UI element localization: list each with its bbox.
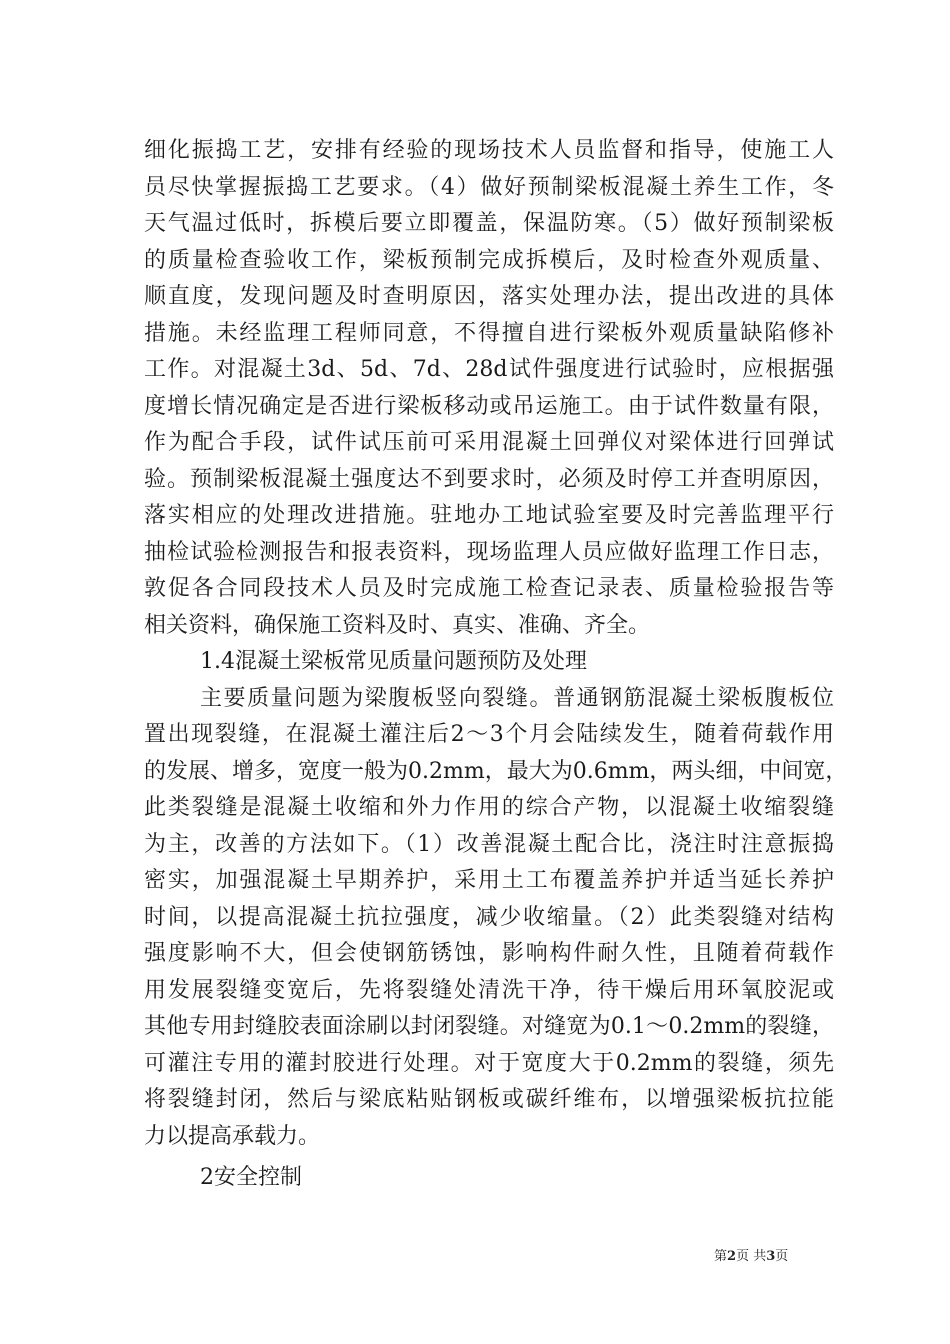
paragraph1-line: 天气温过低时，拆模后要立即覆盖，保温防寒。（5）做好预制梁板: [144, 211, 834, 236]
paragraph1-line: 抽检试验检测报告和报表资料，现场监理人员应做好监理工作日志，: [144, 540, 834, 565]
current-page-number: 2: [727, 1249, 737, 1264]
footer-middle: 页 共: [736, 1249, 767, 1264]
paragraph1-line: 细化振捣工艺，安排有经验的现场技术人员监督和指导，使施工人: [144, 138, 834, 163]
paragraph1-line: 的质量检查验收工作，梁板预制完成拆模后，及时检查外观质量、: [144, 248, 834, 273]
paragraph2-line: 此类裂缝是混凝土收缩和外力作用的综合产物，以混凝土收缩裂缝: [144, 795, 834, 820]
paragraph2-line: 强度影响不大，但会使钢筋锈蚀，影响构件耐久性，且随着荷载作: [144, 941, 834, 966]
paragraph2-line: 将裂缝封闭，然后与梁底粘贴钢板或碳纤维布，以增强梁板抗拉能: [144, 1087, 834, 1112]
section-1-4-heading: 1.4混凝土梁板常见质量问题预防及处理: [200, 649, 587, 674]
paragraph1-line: 员尽快掌握振捣工艺要求。（4）做好预制梁板混凝土养生工作，冬: [144, 175, 834, 200]
page-footer: [714, 1248, 788, 1266]
paragraph2-line: 其他专用封缝胶表面涂刷以封闭裂缝。对缝宽为0.1～0.2mm的裂缝，: [144, 1014, 834, 1039]
paragraph1-line: 顺直度，发现问题及时查明原因，落实处理办法，提出改进的具体: [144, 284, 834, 309]
paragraph2-line: 密实，加强混凝土早期养护，采用土工布覆盖养护并适当延长养护: [144, 868, 834, 893]
paragraph1-line: 相关资料，确保施工资料及时、真实、准确、齐全。: [144, 613, 651, 638]
paragraph1-line: 落实相应的处理改进措施。驻地办工地试验室要及时完善监理平行: [144, 503, 834, 528]
paragraph1-line: 工作。对混凝土3d、5d、7d、28d试件强度进行试验时，应根据强: [144, 357, 834, 382]
paragraph1-line: 作为配合手段，试件试压前可采用混凝土回弹仪对梁体进行回弹试: [144, 430, 834, 455]
paragraph2-line: 置出现裂缝，在混凝土灌注后2～3个月会陆续发生，随着荷载作用: [144, 722, 834, 747]
paragraph1-line: 验。预制梁板混凝土强度达不到要求时，必须及时停工并查明原因，: [144, 467, 834, 492]
paragraph2-line: 时间，以提高混凝土抗拉强度，减少收缩量。（2）此类裂缝对结构: [144, 905, 834, 930]
paragraph1-line: 度增长情况确定是否进行梁板移动或吊运施工。由于试件数量有限，: [144, 394, 834, 419]
footer-suffix: 页: [775, 1249, 789, 1264]
section-2-heading: 2安全控制: [200, 1165, 302, 1190]
paragraph2-line: 用发展裂缝变宽后，先将裂缝处清洗干净，待干燥后用环氧胶泥或: [144, 978, 834, 1003]
paragraph1-line: 措施。未经监理工程师同意，不得擅自进行梁板外观质量缺陷修补: [144, 321, 834, 346]
paragraph2-line: 的发展、增多，宽度一般为0.2mm，最大为0.6mm，两头细，中间宽，: [144, 759, 848, 784]
paragraph2-line: 可灌注专用的灌封胶进行处理。对于宽度大于0.2mm的裂缝，须先: [144, 1051, 834, 1076]
total-pages-number: 3: [766, 1249, 776, 1264]
paragraph2-line: 为主，改善的方法如下。（1）改善混凝土配合比，浇注时注意振捣: [144, 832, 834, 857]
paragraph1-line: 敦促各合同段技术人员及时完成施工检查记录表、质量检验报告等: [144, 576, 834, 601]
paragraph2-line: 力以提高承载力。: [144, 1124, 321, 1149]
footer-prefix: 第: [714, 1249, 728, 1264]
paragraph2-line: 主要质量问题为梁腹板竖向裂缝。普通钢筋混凝土梁板腹板位: [200, 686, 834, 711]
